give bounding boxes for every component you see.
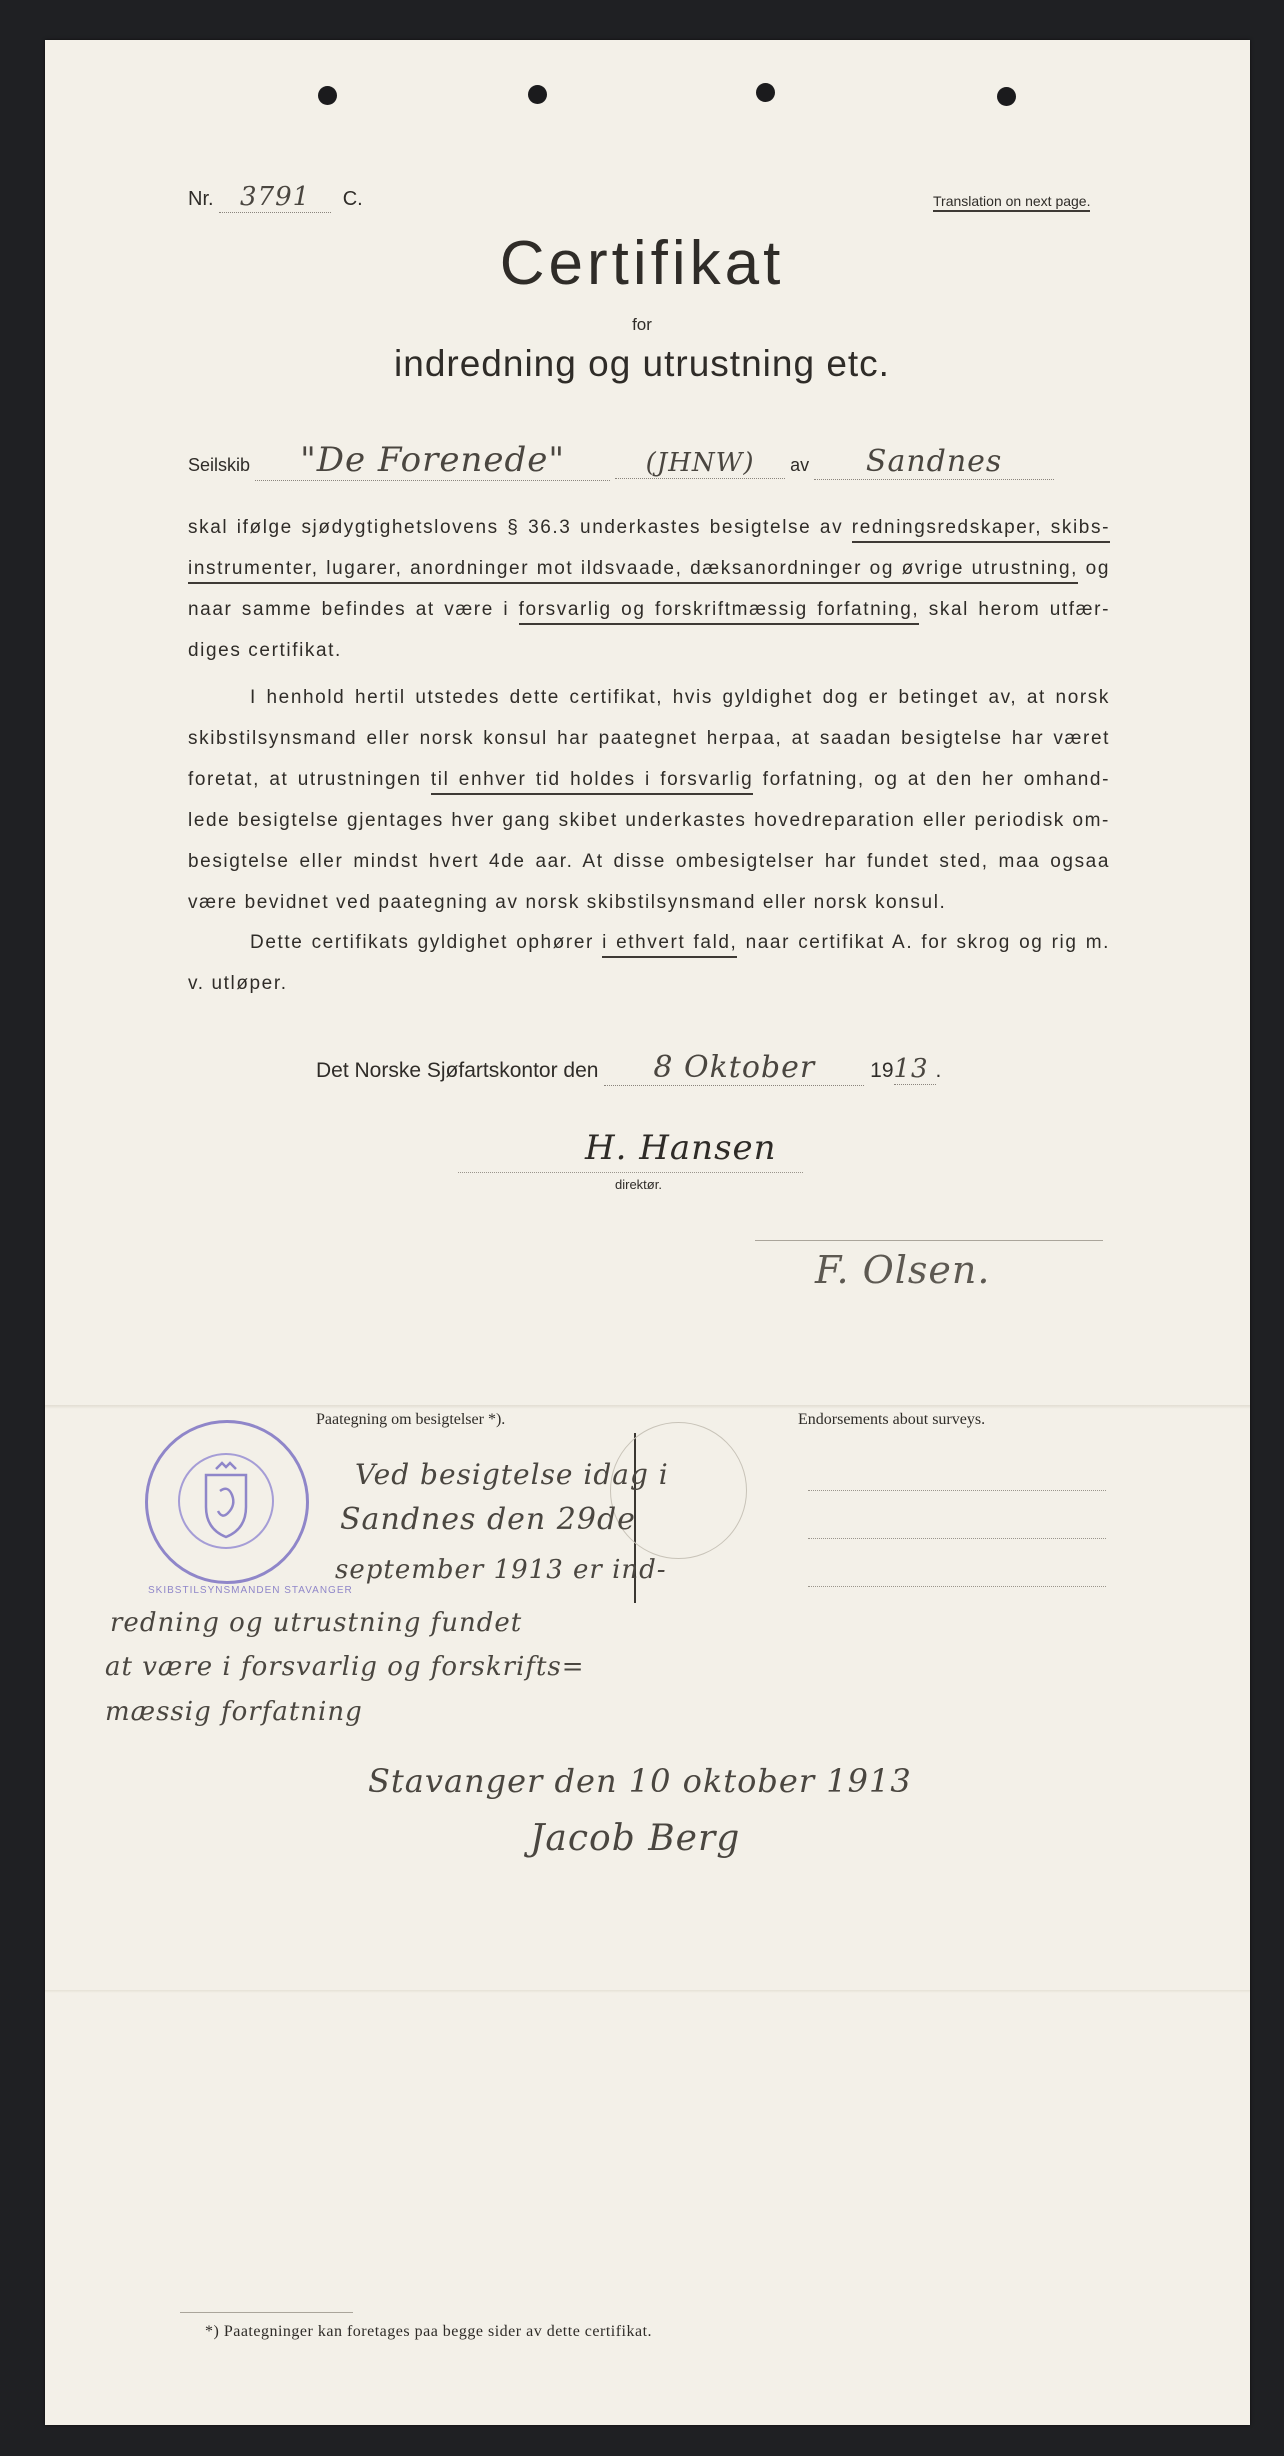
vessel-prefix: Seilskib xyxy=(188,455,251,475)
endorsement-line: Sandnes den 29de xyxy=(340,1502,636,1537)
punch-hole xyxy=(318,86,337,105)
endorsement-line: september 1913 er ind- xyxy=(335,1555,667,1585)
number-label: Nr. xyxy=(188,188,214,210)
paragraph-3-text: naar certifikat A. for skrog og rig m. v. utløper. xyxy=(188,932,1110,994)
punch-hole xyxy=(997,87,1016,106)
paragraph-2-underlined: til enhver tid holdes i forsvarlig xyxy=(431,769,753,795)
date-handwritten: 8 Oktober xyxy=(604,1050,864,1086)
vessel-av: av xyxy=(790,455,810,475)
paragraph-1-underlined: forsvarlig og forskriftmæssig forfatning, xyxy=(519,599,920,625)
paragraph-2-text: forfatning, og at den her omhand-lede besigtelse gjentages hver gang skibet underkastes hovedreparation eller periodisk om-besigtelse eller mindst hvert 4de aar. At disse ombesigtelser har fundet sted, maa ogsaa være bevidnet ved paategning av norsk skibstilsynsmand eller norsk konsul. xyxy=(188,769,1110,913)
number-row xyxy=(188,182,363,213)
dotted-line xyxy=(808,1586,1106,1587)
paragraph-3-underlined: i ethvert fald, xyxy=(602,932,737,958)
fold-line xyxy=(45,1405,1250,1409)
paragraph-1 xyxy=(188,507,1110,671)
office-date-line: Det Norske Sjøfartskontor den 8 Oktober 1913 . xyxy=(316,1050,942,1085)
surveyor-signature: Jacob Berg xyxy=(530,1818,741,1859)
footnote: *) Paategninger kan foretages paa begge sider av dette certifikat. xyxy=(205,2323,653,2340)
page-subtitle: indredning og utrustning etc. xyxy=(394,343,890,384)
director-label: direktør. xyxy=(615,1177,662,1192)
year-prefix: 19 xyxy=(870,1059,894,1082)
number-value: 3791 xyxy=(219,182,331,213)
dotted-line xyxy=(808,1538,1106,1539)
paragraph-2 xyxy=(188,677,1110,923)
vessel-name: "De Forenede" xyxy=(255,440,610,481)
paragraph-3 xyxy=(188,922,1110,1004)
paragraph-2-text: I henhold hertil utstedes dette certifikat, hvis gyldighet dog er betinget av, at norsk skibstilsynsmand eller norsk konsul har paategnet herpaa, at saadan besigtelse har været foretat, at utrustningen xyxy=(188,687,1110,790)
footnote-rule xyxy=(180,2312,353,2313)
signature-line xyxy=(458,1172,803,1173)
place-date: Stavanger den 10 oktober 1913 xyxy=(368,1762,912,1800)
paragraph-1-underlined: redningsredskaper, skibs-instrumenter, lugarer, anordninger mot ildsvaade, dæksanordninger og øvrige utrustning, xyxy=(188,517,1110,584)
vessel-line xyxy=(188,440,1112,481)
paragraph-1-text: skal herom utfær-diges certifikat. xyxy=(188,599,1110,661)
certificate-sheet xyxy=(45,40,1250,2425)
translation-note: Translation on next page. xyxy=(933,193,1090,212)
punch-hole xyxy=(756,83,775,102)
vessel-signal: (JHNW) xyxy=(615,448,785,479)
for-word: for xyxy=(632,315,652,334)
endorsement-left-header: Paategning om besigtelser *). xyxy=(316,1411,506,1428)
endorsement-line: mæssig forfatning xyxy=(105,1697,363,1727)
signature-line xyxy=(755,1240,1103,1241)
endorsement-right-header: Endorsements about surveys. xyxy=(798,1411,986,1428)
paragraph-3-text: Dette certifikats gyldighet ophører xyxy=(250,932,603,953)
stamp-icon xyxy=(145,1420,309,1584)
vessel-port: Sandnes xyxy=(814,444,1054,480)
fold-line xyxy=(45,1990,1250,1993)
paragraph-1-text: skal ifølge sjødygtighetslovens § 36.3 underkastes besigtelse av xyxy=(188,517,852,538)
endorsement-line: Ved besigtelse idag i xyxy=(355,1458,669,1491)
paragraph-1-text: og naar samme befindes at være i xyxy=(188,558,1111,620)
year-suffix: 13 xyxy=(894,1054,936,1085)
second-signature: F. Olsen. xyxy=(815,1248,991,1292)
endorsement-line: redning og utrustning fundet xyxy=(110,1608,523,1638)
endorsement-line: at være i forsvarlig og forskrifts= xyxy=(105,1652,585,1682)
punch-hole xyxy=(528,85,547,104)
stamp-text: SKIBSTILSYNSMANDEN STAVANGER xyxy=(148,1585,353,1596)
office-label: Det Norske Sjøfartskontor den xyxy=(316,1059,599,1082)
page-title: Certifikat xyxy=(499,229,785,298)
number-suffix: C. xyxy=(342,188,363,210)
dotted-line xyxy=(808,1490,1106,1491)
stamp-lion-emblem xyxy=(178,1453,274,1549)
director-signature: H. Hansen xyxy=(585,1128,777,1168)
